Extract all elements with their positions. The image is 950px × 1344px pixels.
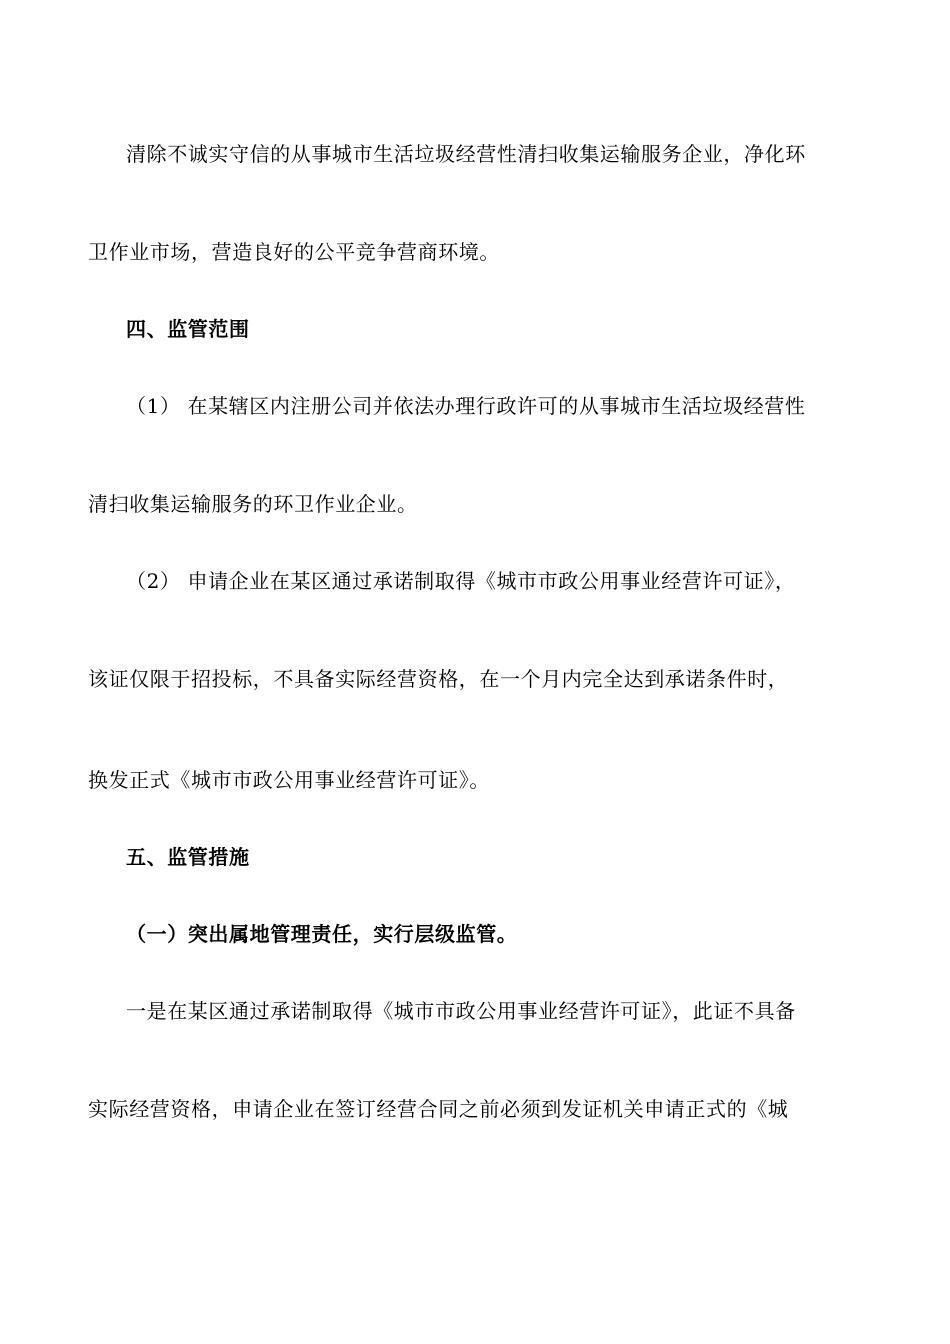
paragraph-line: 该证仅限于招投标，不具备实际经营资格，在一个月内完全达到承诺条件时， (88, 667, 789, 691)
subsection-heading: （一）突出属地管理责任，实行层级监管。 (126, 922, 518, 946)
section-heading: 四、监管范围 (126, 317, 250, 341)
section-heading: 五、监管措施 (126, 845, 250, 869)
paragraph-line: 实际经营资格，申请企业在签订经营合同之前必须到发证机关申请正式的《城 (88, 1097, 789, 1121)
paragraph-line: 一是在某区通过承诺制取得《城市市政公用事业经营许可证》，此证不具备 (126, 999, 796, 1023)
paragraph-line: 清扫收集运输服务的环卫作业企业。 (88, 492, 418, 516)
paragraph-line: （2） 申请企业在某区通过承诺制取得《城市市政公用事业经营许可证》， (126, 569, 796, 593)
paragraph-line: 换发正式《城市市政公用事业经营许可证》。 (88, 768, 490, 792)
paragraph-line: （1） 在某辖区内注册公司并依法办理行政许可的从事城市生活垃圾经营性 (126, 394, 806, 418)
paragraph-line: 卫作业市场，营造良好的公平竞争营商环境。 (88, 240, 500, 264)
paragraph-line: 清除不诚实守信的从事城市生活垃圾经营性清扫收集运输服务企业，净化环 (126, 142, 806, 166)
